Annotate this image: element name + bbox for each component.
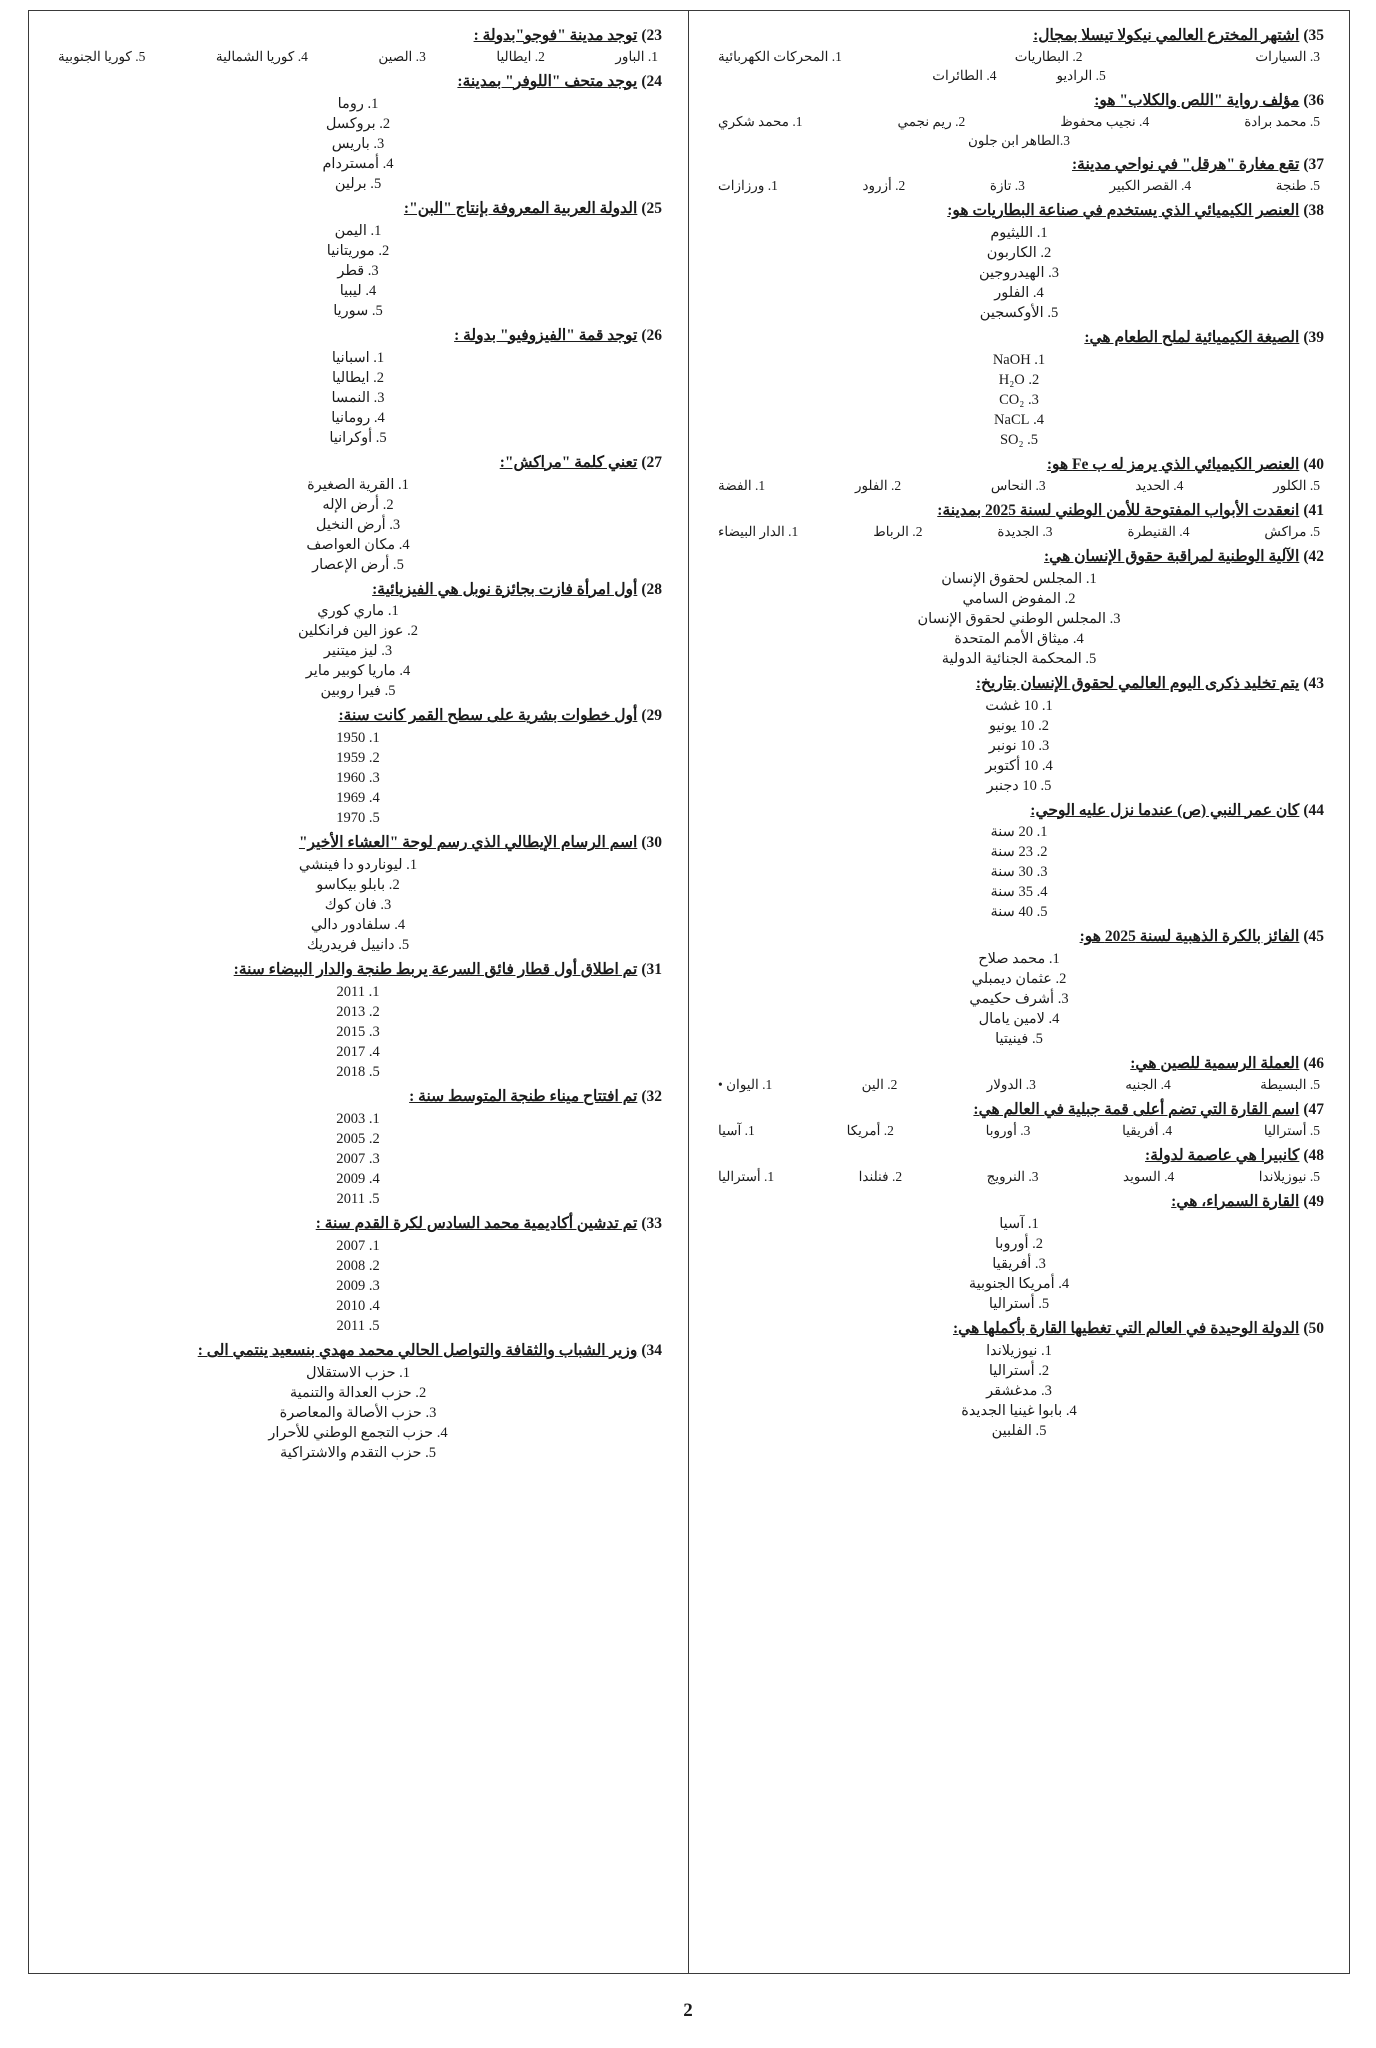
choice-option[interactable]: 5. سوريا bbox=[333, 302, 383, 319]
choice-option[interactable]: 4. سلفادور دالي bbox=[310, 917, 406, 934]
question-heading bbox=[54, 1214, 662, 1235]
choice-option[interactable]: 3. تازة bbox=[989, 178, 1025, 194]
question-block bbox=[714, 501, 1324, 542]
choice-list bbox=[54, 982, 662, 1082]
choice-option[interactable]: 5. 10 دجنبر bbox=[986, 777, 1052, 794]
question-block bbox=[714, 1319, 1324, 1441]
choice-option[interactable]: 1. اليوان • bbox=[718, 1077, 773, 1093]
question-number: 30) bbox=[641, 834, 662, 852]
choice-option[interactable]: 1. حزب الاستقلال bbox=[305, 1364, 411, 1381]
choice-option[interactable]: 4. الحديد bbox=[1135, 477, 1184, 493]
question-text: كان عمر النبي (ص) عندما نزل عليه الوحي: bbox=[1030, 801, 1300, 819]
question-number: 38) bbox=[1303, 202, 1324, 220]
question-heading bbox=[54, 199, 662, 220]
question-heading bbox=[54, 326, 662, 347]
choice-option[interactable]: 2. موريتانيا bbox=[326, 242, 390, 259]
choice-option[interactable]: 3. 1960 bbox=[336, 770, 380, 787]
right-column bbox=[22, 14, 688, 1966]
choice-option[interactable]: 5. فينيتيا bbox=[995, 1031, 1043, 1048]
choice-option[interactable]: 1. محمد صلاح bbox=[978, 951, 1060, 968]
choice-option[interactable]: 1. نيوزيلاندا bbox=[986, 1342, 1052, 1359]
choice-option[interactable]: 1. أستراليا bbox=[718, 1168, 775, 1184]
choice-option[interactable]: 4. رومانيا bbox=[331, 409, 385, 426]
choice-option[interactable]: 3. الجديدة bbox=[997, 523, 1053, 539]
question-block bbox=[54, 706, 662, 828]
choice-list bbox=[54, 1363, 662, 1463]
question-heading bbox=[714, 547, 1324, 568]
choice-option[interactable]: 1. NaOH bbox=[992, 352, 1046, 369]
question-heading bbox=[714, 1054, 1324, 1075]
choice-option[interactable]: 5. الفلبين bbox=[991, 1422, 1047, 1439]
choice-option[interactable]: 2. أوروبا bbox=[995, 1235, 1043, 1252]
choice-option[interactable]: 5. أستراليا bbox=[1263, 1123, 1320, 1139]
question-block bbox=[714, 1146, 1324, 1187]
choice-option[interactable]: 3. باريس bbox=[331, 135, 385, 152]
choice-row bbox=[714, 48, 1324, 67]
choice-option[interactable]: 5. أوكرانيا bbox=[329, 429, 387, 446]
choice-list bbox=[54, 94, 662, 194]
question-number: 26) bbox=[641, 326, 662, 344]
choice-option[interactable]: 2. البطاريات bbox=[1014, 48, 1083, 64]
question-heading bbox=[714, 201, 1324, 222]
question-heading bbox=[714, 1100, 1324, 1121]
question-text: تعني كلمة "مراكش": bbox=[499, 453, 638, 471]
choice-option[interactable]: 4. كوريا الشمالية bbox=[215, 48, 308, 64]
question-number: 49) bbox=[1303, 1192, 1324, 1210]
choice-option[interactable]: 3. 2007 bbox=[336, 1151, 380, 1168]
choice-option[interactable]: 1. محمد شكري bbox=[718, 113, 803, 129]
question-number: 45) bbox=[1303, 928, 1324, 946]
choice-option[interactable]: 2. ايطاليا bbox=[496, 48, 545, 64]
question-heading bbox=[714, 801, 1324, 822]
choice-row bbox=[714, 523, 1324, 542]
question-number: 44) bbox=[1303, 801, 1324, 819]
question-number: 34) bbox=[641, 1342, 662, 1360]
choice-row bbox=[714, 1122, 1324, 1141]
choice-option[interactable]: 2. الين bbox=[861, 1077, 898, 1093]
question-text: الدولة الوحيدة في العالم التي تغطيها القارة بأكملها هي: bbox=[952, 1319, 1300, 1337]
choice-option[interactable]: 2. المفوض السامي bbox=[962, 590, 1076, 607]
choice-option[interactable]: 5. 2011 bbox=[336, 1318, 380, 1335]
choice-option[interactable]: 5. أرض الإعصار bbox=[312, 556, 404, 573]
question-heading bbox=[714, 91, 1324, 112]
choice-option[interactable]: 4. 35 سنة bbox=[990, 884, 1048, 901]
question-block bbox=[714, 927, 1324, 1049]
question-text: أول خطوات بشرية على سطح القمر كانت سنة: bbox=[338, 707, 638, 725]
choice-option[interactable]: 3. النمسا bbox=[331, 389, 385, 406]
choice-option[interactable]: 5. برلين bbox=[334, 175, 382, 192]
choice-option[interactable]: 5. الأوكسجين bbox=[979, 305, 1059, 322]
choice-option[interactable]: 1. آسيا bbox=[999, 1215, 1039, 1232]
choice-list bbox=[714, 822, 1324, 922]
question-block bbox=[54, 833, 662, 955]
question-block bbox=[714, 155, 1324, 196]
choice-row bbox=[714, 1076, 1324, 1095]
choice-list bbox=[54, 348, 662, 448]
choice-option[interactable]: 3. السيارات bbox=[1255, 48, 1320, 64]
question-text: الآلية الوطنية لمراقبة حقوق الإنسان هي: bbox=[1044, 547, 1300, 565]
choice-option[interactable]: 5. 1970 bbox=[336, 810, 380, 827]
choice-option[interactable]: 3. أفريقيا bbox=[992, 1255, 1046, 1272]
choice-option[interactable]: 3. النرويج bbox=[986, 1168, 1039, 1184]
choice-option[interactable]: 1. روما bbox=[337, 95, 379, 112]
choice-option[interactable]: 1. اسبانيا bbox=[331, 349, 385, 366]
question-text: توجد قمة "الفيزوفيو" بدولة : bbox=[454, 326, 638, 344]
choice-row bbox=[714, 113, 1324, 132]
choice-option[interactable]: 4. 2010 bbox=[336, 1298, 380, 1315]
choice-option[interactable]: 2. الفلور bbox=[854, 477, 902, 493]
choice-option[interactable]: 4. السويد bbox=[1123, 1168, 1175, 1184]
choice-option[interactable]: 5. دانييل فريدريك bbox=[306, 937, 410, 954]
question-heading bbox=[54, 1087, 662, 1108]
choice-option[interactable]: 2. أستراليا bbox=[988, 1362, 1050, 1379]
choice-option[interactable]: 1. ورزازات bbox=[718, 178, 778, 194]
choice-list bbox=[714, 949, 1324, 1049]
question-heading bbox=[714, 927, 1324, 948]
choice-list bbox=[714, 350, 1324, 450]
question-number: 50) bbox=[1303, 1319, 1324, 1337]
choice-option[interactable]: 4. ليبيا bbox=[339, 282, 377, 299]
choice-list bbox=[714, 1341, 1324, 1441]
choice-option[interactable]: 2. ريم نجمي bbox=[897, 113, 966, 129]
choice-option[interactable]: 1. 1950 bbox=[336, 730, 380, 747]
choice-option[interactable]: 5. طنجة bbox=[1275, 178, 1320, 194]
question-number: 32) bbox=[641, 1088, 662, 1106]
choice-option[interactable]: 1. 2011 bbox=[336, 984, 380, 1001]
question-number: 41) bbox=[1303, 501, 1324, 519]
choice-option[interactable]: 2. عثمان ديمبلي bbox=[971, 971, 1067, 988]
question-number: 47) bbox=[1303, 1101, 1324, 1119]
choice-option[interactable]: 4. أفريقيا bbox=[1122, 1123, 1173, 1139]
choice-option[interactable]: 5. الراديو bbox=[1056, 67, 1106, 83]
choice-option[interactable]: 3. أشرف حكيمي bbox=[969, 991, 1069, 1008]
choice-option[interactable]: 2. أرض الإله bbox=[322, 496, 394, 513]
question-number: 37) bbox=[1303, 156, 1324, 174]
question-text: الفائز بالكرة الذهبية لسنة 2025 هو: bbox=[1079, 928, 1300, 946]
question-heading bbox=[714, 26, 1324, 47]
question-heading bbox=[54, 580, 662, 601]
choice-list bbox=[54, 1236, 662, 1336]
choice-option[interactable]: 2. 1959 bbox=[336, 750, 380, 767]
question-number: 35) bbox=[1303, 27, 1324, 44]
question-heading bbox=[54, 72, 662, 93]
question-number: 29) bbox=[641, 707, 662, 725]
choice-option[interactable]: 3. أرض النخيل bbox=[315, 516, 401, 533]
choice-option[interactable]: 4. 1969 bbox=[336, 790, 380, 807]
choice-row bbox=[714, 132, 1324, 151]
choice-option[interactable]: 3.الطاهر ابن جلون bbox=[968, 132, 1070, 148]
question-block bbox=[714, 1054, 1324, 1095]
choice-option[interactable]: 1. آسيا bbox=[718, 1123, 755, 1139]
choice-option[interactable]: 5. فيرا روبين bbox=[320, 683, 396, 700]
choice-option[interactable]: 1. ماري كوري bbox=[317, 603, 399, 620]
question-text: العنصر الكيميائي الذي يرمز له ب Fe هو: bbox=[1046, 456, 1300, 474]
question-text: انعقدت الأبواب المفتوحة للأمن الوطني لسنة 2025 بمدينة: bbox=[937, 501, 1300, 519]
choice-list bbox=[54, 855, 662, 955]
choice-option[interactable]: 4. الطائرات bbox=[932, 67, 997, 83]
question-heading bbox=[54, 26, 662, 47]
question-block bbox=[714, 1100, 1324, 1141]
choice-option[interactable]: 4. 2009 bbox=[336, 1171, 380, 1188]
question-text: أول امرأة فازت بجائزة نوبل هي الفيزيائية: bbox=[372, 580, 638, 598]
choice-option[interactable]: 1. 2003 bbox=[336, 1111, 380, 1128]
question-number: 39) bbox=[1303, 329, 1324, 347]
question-block bbox=[714, 328, 1324, 450]
choice-option[interactable]: 4. الفلور bbox=[994, 285, 1044, 302]
choice-option[interactable]: 5. كوريا الجنوبية bbox=[58, 48, 146, 64]
choice-option[interactable]: 5. مراكش bbox=[1264, 523, 1320, 539]
question-heading bbox=[714, 455, 1324, 476]
choice-option[interactable]: 4. 10 أكتوبر bbox=[985, 757, 1053, 774]
question-block bbox=[54, 960, 662, 1082]
choice-option[interactable]: 5. 2011 bbox=[336, 1191, 380, 1208]
choice-option[interactable]: 4. أمستردام bbox=[322, 155, 394, 172]
choice-option[interactable]: 1. ليوناردو دا فينشي bbox=[298, 857, 418, 874]
choice-option[interactable]: 5. SO₂ bbox=[999, 432, 1039, 449]
question-block bbox=[714, 201, 1324, 323]
choice-option[interactable]: 3. قطر bbox=[337, 262, 379, 279]
choice-row bbox=[54, 48, 662, 67]
question-text: تم افتتاح ميناء طنجة المتوسط سنة : bbox=[409, 1088, 638, 1106]
choice-row bbox=[714, 1168, 1324, 1187]
question-block bbox=[714, 455, 1324, 496]
choice-option[interactable]: 2. 2013 bbox=[336, 1004, 380, 1021]
choice-option[interactable]: 4. ماريا كوبير ماير bbox=[305, 663, 411, 680]
choice-option[interactable]: 4. أمريكا الجنوبية bbox=[968, 1275, 1070, 1292]
choice-option[interactable]: 3. 10 نونبر bbox=[988, 737, 1050, 754]
question-text: القارة السمراء، هي: bbox=[1171, 1192, 1300, 1210]
choice-list bbox=[714, 569, 1324, 669]
question-number: 40) bbox=[1303, 456, 1324, 474]
question-block bbox=[54, 580, 662, 702]
choice-option[interactable]: 1. المحركات الكهربائية bbox=[718, 48, 842, 64]
choice-option[interactable]: 5. أستراليا bbox=[988, 1295, 1050, 1312]
question-number: 28) bbox=[641, 580, 662, 598]
choice-option[interactable]: 1. المجلس لحقوق الإنسان bbox=[941, 570, 1097, 587]
question-heading bbox=[714, 1319, 1324, 1340]
choice-option[interactable]: 3. 30 سنة bbox=[990, 864, 1048, 881]
choice-option[interactable]: 5. نيوزيلاندا bbox=[1258, 1168, 1320, 1184]
question-block bbox=[54, 453, 662, 575]
question-block bbox=[714, 674, 1324, 796]
question-block bbox=[714, 801, 1324, 923]
question-heading bbox=[714, 155, 1324, 176]
question-number: 23) bbox=[641, 27, 662, 44]
question-number: 46) bbox=[1303, 1055, 1324, 1073]
choice-row bbox=[714, 67, 1324, 86]
question-block bbox=[714, 547, 1324, 669]
choice-option[interactable]: 3. مدغشقر bbox=[986, 1382, 1052, 1399]
question-heading bbox=[54, 960, 662, 981]
choice-list bbox=[54, 1109, 662, 1209]
question-block bbox=[54, 199, 662, 321]
question-number: 27) bbox=[641, 453, 662, 471]
choice-option[interactable]: 2. بروكسل bbox=[325, 115, 391, 132]
question-number: 33) bbox=[641, 1215, 662, 1233]
choice-option[interactable]: 4. القصر الكبير bbox=[1109, 178, 1192, 194]
question-block bbox=[54, 26, 662, 67]
question-text: اسم الرسام الإيطالي الذي رسم لوحة "العشاء الأخير" bbox=[298, 834, 638, 852]
choice-option[interactable]: 5. 2018 bbox=[336, 1064, 380, 1081]
choice-option[interactable]: 3. فان كوك bbox=[324, 897, 392, 914]
question-number: 42) bbox=[1303, 547, 1324, 565]
choice-option[interactable]: 4. 2017 bbox=[336, 1044, 380, 1061]
question-text: العملة الرسمية للصين هي: bbox=[1130, 1055, 1300, 1073]
question-number: 25) bbox=[641, 199, 662, 217]
left-column bbox=[688, 14, 1354, 1966]
choice-option[interactable]: 1. 2007 bbox=[336, 1238, 380, 1255]
question-text: تم تدشين أكاديمية محمد السادس لكرة القدم سنة : bbox=[315, 1215, 638, 1233]
question-text: توجد مدينة "فوجو"بدولة : bbox=[473, 27, 638, 44]
question-heading bbox=[714, 501, 1324, 522]
choice-option[interactable]: 2. أمريكا bbox=[846, 1123, 894, 1139]
choice-option[interactable]: 4. مكان العواصف bbox=[306, 536, 410, 553]
question-text: تقع مغارة "هرقل" في نواحي مدينة: bbox=[1071, 156, 1300, 174]
choice-option[interactable]: 3. حزب الأصالة والمعاصرة bbox=[279, 1404, 437, 1421]
choice-option[interactable]: 2. أزرود bbox=[862, 178, 906, 194]
choice-option[interactable]: 2. 10 يونيو bbox=[988, 717, 1050, 734]
choice-option[interactable]: 3. CO₂ bbox=[999, 392, 1039, 409]
question-text: الصيغة الكيميائية لملح الطعام هي: bbox=[1084, 329, 1300, 347]
question-heading bbox=[54, 1341, 662, 1362]
choice-option[interactable]: 5. البسيطة bbox=[1260, 1077, 1320, 1093]
choice-option[interactable]: 2. حزب العدالة والتنمية bbox=[289, 1384, 427, 1401]
choice-option[interactable]: 2. 2005 bbox=[336, 1131, 380, 1148]
choice-option[interactable]: 5. حزب التقدم والاشتراكية bbox=[279, 1444, 437, 1461]
question-text: مؤلف رواية "اللص والكلاب" هو: bbox=[1094, 91, 1300, 109]
question-text: الدولة العربية المعروفة بإنتاج "البن": bbox=[403, 199, 638, 217]
question-text: تم اطلاق أول قطار فائق السرعة يربط طنجة والدار البيضاء سنة: bbox=[233, 961, 638, 979]
question-heading bbox=[714, 1146, 1324, 1167]
question-block bbox=[54, 326, 662, 448]
choice-option[interactable]: 3. أوروبا bbox=[985, 1123, 1031, 1139]
choice-option[interactable]: 2. ايطاليا bbox=[331, 369, 385, 386]
choice-option[interactable]: 3. الهيدروجين bbox=[979, 265, 1059, 282]
choice-option[interactable]: 1. الدار البيضاء bbox=[718, 523, 799, 539]
question-block bbox=[54, 1214, 662, 1336]
choice-option[interactable]: 4. NaCL bbox=[994, 412, 1044, 429]
choice-option[interactable]: 2. 2008 bbox=[336, 1258, 380, 1275]
choice-option[interactable]: 4. حزب التجمع الوطني للأحرار bbox=[268, 1424, 448, 1441]
question-text: يوجد متحف "اللوفر" بمدينة: bbox=[457, 72, 638, 90]
choice-option[interactable]: 4. لامين يامال bbox=[978, 1011, 1060, 1028]
choice-list bbox=[54, 221, 662, 321]
question-number: 31) bbox=[641, 961, 662, 979]
question-heading bbox=[714, 674, 1324, 695]
choice-option[interactable]: 2. الرباط bbox=[873, 523, 923, 539]
choice-list bbox=[714, 696, 1324, 796]
choice-option[interactable]: 5. المحكمة الجنائية الدولية bbox=[941, 650, 1097, 667]
choice-option[interactable]: 1. الليثيوم bbox=[990, 225, 1048, 242]
choice-option[interactable]: 1. اليمن bbox=[334, 222, 382, 239]
page-number: 2 bbox=[683, 2000, 693, 2021]
choice-option[interactable]: 5. محمد برادة bbox=[1244, 113, 1320, 129]
choice-option[interactable]: 4. الجنيه bbox=[1125, 1077, 1171, 1093]
choice-option[interactable]: 4. نجيب محفوظ bbox=[1060, 113, 1150, 129]
choice-option[interactable]: 5. الكلور bbox=[1273, 477, 1320, 493]
question-columns bbox=[22, 14, 1354, 1966]
choice-option[interactable]: 2. H₂O bbox=[998, 372, 1040, 389]
choice-row bbox=[714, 177, 1324, 196]
question-block bbox=[714, 1192, 1324, 1314]
choice-option[interactable]: 2. الكاربون bbox=[986, 245, 1052, 262]
question-text: يتم تخليد ذكرى اليوم العالمي لحقوق الإنسان بتاريخ: bbox=[975, 674, 1300, 692]
choice-option[interactable]: 1. 20 سنة bbox=[990, 824, 1048, 841]
choice-list bbox=[714, 1214, 1324, 1314]
question-block bbox=[54, 1341, 662, 1463]
choice-list bbox=[54, 475, 662, 575]
choice-list bbox=[54, 728, 662, 828]
question-block bbox=[714, 26, 1324, 86]
choice-option[interactable]: 2. عوز الين فرانكلين bbox=[298, 623, 418, 640]
choice-option[interactable]: 3. الدولار bbox=[986, 1077, 1036, 1093]
question-number: 36) bbox=[1303, 91, 1324, 109]
choice-option[interactable]: 3. المجلس الوطني لحقوق الإنسان bbox=[917, 610, 1121, 627]
question-text: اسم القارة التي تضم أعلى قمة جبلية في العالم هي: bbox=[973, 1101, 1300, 1119]
question-number: 24) bbox=[641, 72, 662, 90]
question-heading bbox=[54, 706, 662, 727]
question-number: 48) bbox=[1303, 1147, 1324, 1164]
question-text: اشتهر المخترع العالمي نيكولا تيسلا بمجال: bbox=[1033, 27, 1300, 44]
choice-list bbox=[714, 223, 1324, 323]
choice-option[interactable]: 2. بابلو بيكاسو bbox=[316, 877, 400, 894]
choice-option[interactable]: 1. الفضة bbox=[718, 477, 766, 493]
choice-option[interactable]: 4. القنيطرة bbox=[1127, 523, 1190, 539]
choice-option[interactable]: 4. بابوا غينيا الجديدة bbox=[961, 1402, 1077, 1419]
choice-option[interactable]: 3. ليز ميتنير bbox=[323, 643, 393, 660]
question-block bbox=[54, 72, 662, 194]
choice-option[interactable]: 3. الصين bbox=[378, 48, 426, 64]
question-heading bbox=[714, 328, 1324, 349]
choice-option[interactable]: 3. 2015 bbox=[336, 1024, 380, 1041]
question-heading bbox=[54, 453, 662, 474]
choice-option[interactable]: 4. ميثاق الأمم المتحدة bbox=[954, 630, 1084, 647]
question-block bbox=[714, 91, 1324, 151]
question-text: كانبيرا هي عاصمة لدولة: bbox=[1145, 1147, 1300, 1164]
choice-option[interactable]: 5. 40 سنة bbox=[990, 904, 1048, 921]
question-text: وزير الشباب والثقافة والتواصل الحالي محمد مهدي بنسعيد ينتمي الى : bbox=[197, 1342, 638, 1360]
choice-option[interactable]: 3. 2009 bbox=[336, 1278, 380, 1295]
choice-option[interactable]: 2. 23 سنة bbox=[990, 844, 1048, 861]
question-block bbox=[54, 1087, 662, 1209]
choice-option[interactable]: 3. النحاس bbox=[990, 477, 1046, 493]
choice-option[interactable]: 2. فنلندا bbox=[858, 1168, 903, 1184]
question-heading bbox=[714, 1192, 1324, 1213]
choice-option[interactable]: 1. 10 غشت bbox=[985, 697, 1053, 714]
choice-row bbox=[714, 477, 1324, 496]
choice-option[interactable]: 1. القرية الصغيرة bbox=[307, 476, 409, 493]
question-number: 43) bbox=[1303, 674, 1324, 692]
question-heading bbox=[54, 833, 662, 854]
choice-list bbox=[54, 601, 662, 701]
choice-option[interactable]: 1. الباور bbox=[615, 48, 658, 64]
question-text: العنصر الكيميائي الذي يستخدم في صناعة البطاريات هو: bbox=[947, 202, 1300, 220]
